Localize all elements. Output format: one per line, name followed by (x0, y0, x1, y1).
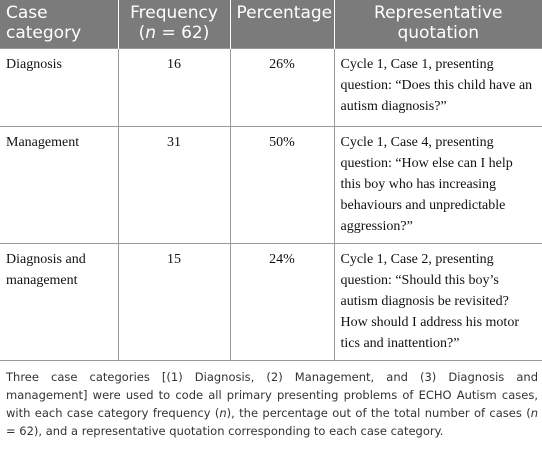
table-row (0, 244, 542, 361)
table-row (0, 127, 542, 244)
cell-quotation: Cycle 1, Case 2, presenting question: “Should this boy’s autism diagnosis be revisited? How should I address his motor tics and inattention?” (334, 244, 542, 361)
header-frequency-label: Frequency (130, 3, 218, 23)
cell-frequency: 16 (118, 49, 230, 127)
cell-category: Diagnosis (0, 49, 118, 127)
cell-percentage: 24% (230, 244, 334, 361)
cell-frequency: 15 (118, 244, 230, 361)
header-case-category: Case category (0, 0, 118, 49)
cell-percentage: 50% (230, 127, 334, 244)
table-footnote: Three case categories [(1) Diagnosis, (2) Management, and (3) Diagnosis and management] were used to code all primary presenting problems of ECHO Autism cases, with each case category frequency (n), the percentage out of the total number of cases (n = 62), and a representative quotation corresponding to each case category. (6, 370, 538, 438)
cell-frequency: 31 (118, 127, 230, 244)
header-percentage: Percentage (230, 0, 334, 49)
header-frequency-n: n (145, 23, 157, 43)
cell-category: Diagnosis and management (0, 244, 118, 361)
cell-percentage: 26% (230, 49, 334, 127)
cell-quotation: Cycle 1, Case 1, presenting question: “Does this child have an autism diagnosis?” (334, 49, 542, 127)
cell-quotation: Cycle 1, Case 4, presenting question: “How else can I help this boy who has increasing behaviours and unpredictable aggression?” (334, 127, 542, 244)
table-header-row (0, 0, 542, 49)
header-representative-quotation: Representative quotation (334, 0, 542, 49)
table-row (0, 49, 542, 127)
cell-category: Management (0, 127, 118, 244)
header-frequency: Frequency (n = 62) (118, 0, 230, 49)
